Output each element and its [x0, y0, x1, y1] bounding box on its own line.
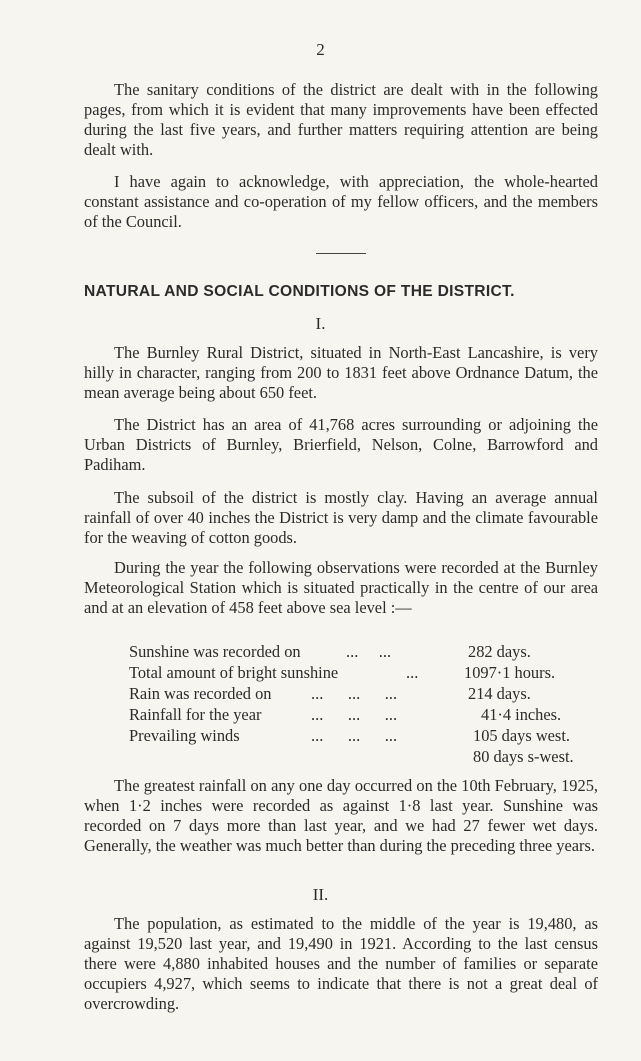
- paragraph-population: The population, as estimated to the middle of the year is 19,480, as against 19,520 last year, and 19,490 in 1921. According to the last census there were 4,880 inhabited houses and the number of families or separate occupiers 4,927, which seems to indicate that there is not a great deal of overcrowding.: [84, 914, 598, 1013]
- observation-row: [129, 683, 609, 704]
- paragraph-rainfall-summary: The greatest rainfall on any one day occurred on the 10th February, 1925, when 1·2 inches were recorded as against 1·8 last year. Sunshine was recorded on 7 days more than last year, and we had 27 fewer wet days. Generally, the weather was much better than during the preceding three years.: [84, 776, 598, 855]
- observation-value: 41·4 inches.: [481, 705, 562, 724]
- observation-value: 1097·1 hours.: [464, 663, 556, 682]
- observation-row: [129, 641, 609, 662]
- leader-dots: ...: [406, 663, 419, 682]
- section-numeral-1: I.: [315, 314, 326, 333]
- observation-label: Total amount of bright sunshine: [129, 663, 339, 682]
- observation-row: [129, 704, 609, 725]
- leader-dots: ... ... ...: [311, 684, 398, 703]
- section-heading: NATURAL AND SOCIAL CONDITIONS OF THE DISTRICT.: [84, 283, 515, 300]
- section-divider: [316, 253, 366, 254]
- leader-dots: ... ... ...: [311, 726, 398, 745]
- observation-value: 105 days west.: [473, 726, 570, 745]
- paragraph-location: The Burnley Rural District, situated in North-East Lancashire, is very hilly in character, ranging from 200 to 1831 feet above Ordnance Datum, the mean average being about 650 feet.: [84, 343, 598, 402]
- observation-label: Rainfall for the year: [129, 705, 262, 724]
- observation-value: 80 days s-west.: [473, 747, 574, 766]
- observation-label: Rain was recorded on: [129, 684, 272, 703]
- observation-label: Sunshine was recorded on: [129, 642, 301, 661]
- intro-paragraph-1: The sanitary conditions of the district are dealt with in the following pages, from which it is evident that many improvements have been effected during the last five years, and further matters requiring attention are being dealt with.: [84, 80, 598, 159]
- section-numeral-2: II.: [312, 885, 329, 904]
- observation-row: [129, 725, 609, 746]
- page-number: 2: [316, 40, 325, 59]
- observation-row: [129, 746, 609, 767]
- paragraph-subsoil: The subsoil of the district is mostly clay. Having an average annual rainfall of over 40 inches the District is very damp and the climate favourable for the weaving of cotton goods.: [84, 488, 598, 547]
- observation-value: 214 days.: [468, 684, 531, 703]
- observation-label: Prevailing winds: [129, 726, 240, 745]
- leader-dots: ... ...: [346, 642, 392, 661]
- observations-table: [129, 641, 609, 767]
- intro-paragraph-2: I have again to acknowledge, with appreciation, the whole-hearted constant assistance and co-operation of my fellow officers, and the members of the Council.: [84, 172, 598, 231]
- observation-row: [129, 662, 609, 683]
- observation-value: 282 days.: [468, 642, 531, 661]
- leader-dots: ... ... ...: [311, 705, 398, 724]
- paragraph-observations-intro: During the year the following observations were recorded at the Burnley Meteorological Station which is situated practically in the centre of our area and at an elevation of 458 feet above sea level :—: [84, 558, 598, 617]
- paragraph-area: The District has an area of 41,768 acres surrounding or adjoining the Urban Districts of Burnley, Brierfield, Nelson, Colne, Barrowford and Padiham.: [84, 415, 598, 474]
